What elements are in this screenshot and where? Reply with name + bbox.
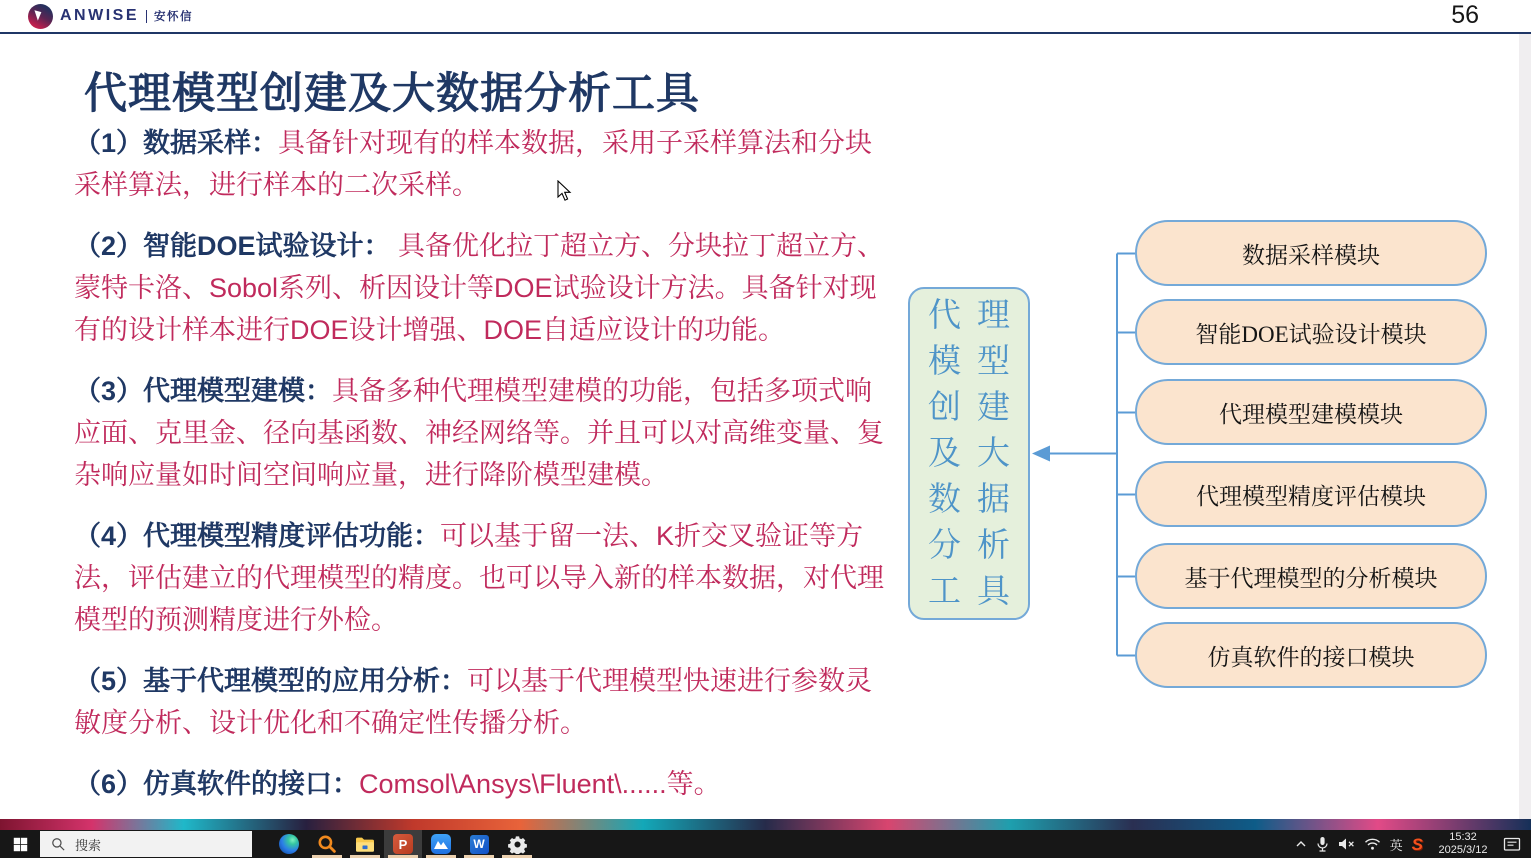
feature-paragraph-6: [74, 763, 892, 805]
start-button[interactable]: [0, 830, 40, 858]
folder-icon: [355, 836, 375, 853]
window-header: [0, 0, 1531, 32]
anwise-logo-icon: [28, 4, 53, 29]
feature-list: [74, 122, 892, 824]
tray-chevron-up-icon[interactable]: [1295, 839, 1307, 849]
root-row-7: 工具: [928, 573, 1026, 610]
slide-canvas: [0, 34, 1531, 819]
feature-paragraph-5: [74, 660, 892, 744]
search-icon: [51, 837, 66, 852]
module-label-4: 代理模型精度评估模块: [1196, 483, 1426, 509]
word-icon: W: [470, 835, 489, 854]
taskbar-item-settings[interactable]: [498, 830, 536, 858]
taskbar-item-word[interactable]: [460, 830, 498, 858]
powerpoint-icon: P: [393, 834, 413, 854]
feature-paragraph-3: [74, 370, 892, 496]
root-row-1: 代理: [928, 297, 1026, 334]
microphone-icon[interactable]: [1316, 836, 1329, 852]
feature-paragraph-2: [74, 225, 892, 351]
logo-divider: [146, 10, 147, 23]
mouse-cursor-icon: [556, 180, 573, 203]
diagram-module-pill-3: [1135, 379, 1487, 445]
windows-logo-icon: [13, 837, 28, 852]
taskbar-item-file-explorer[interactable]: [346, 830, 384, 858]
tray-date: 2025/3/12: [1438, 844, 1488, 856]
feature-lead-2: （2）智能DOE试验设计：: [74, 231, 391, 261]
feature-lead-5: （5）基于代理模型的应用分析：: [74, 666, 468, 696]
module-label-3: 代理模型建模模块: [1219, 401, 1403, 427]
action-center-icon[interactable]: [1503, 837, 1521, 852]
root-row-4: 及大: [928, 435, 1026, 472]
taskbar-item-mountain-app[interactable]: [422, 830, 460, 858]
root-row-5: 数据: [928, 481, 1026, 518]
diagram-module-pill-2: [1135, 299, 1487, 365]
taskbar: [0, 830, 1531, 858]
gear-icon: [508, 835, 527, 854]
edge-icon: [279, 834, 299, 854]
orange-magnifier-icon: [317, 834, 337, 854]
tray-time: 15:32: [1449, 831, 1477, 843]
brand-name-cn: 安怀信: [154, 11, 193, 23]
taskbar-clock[interactable]: [1432, 831, 1494, 857]
feature-body-6: Comsol\Ansys\Fluent\......等。: [359, 769, 721, 799]
feature-body-3: 具备多种代理模型建模的功能，包括多项式响应面、克里金、径向基函数、神经网络等。并且可以对高维变量、复杂响应量如时间空间响应量，进行降阶模型建模。: [74, 376, 884, 490]
brand-name: ANWISE: [60, 7, 139, 24]
taskbar-item-search-app[interactable]: [308, 830, 346, 858]
module-label-1: 数据采样模块: [1242, 242, 1380, 268]
search-placeholder: 搜索: [75, 837, 102, 853]
wifi-icon[interactable]: [1364, 837, 1381, 851]
slide-page-number: 56: [1451, 1, 1479, 29]
diagram-module-pill-5: [1135, 543, 1487, 609]
feature-body-4: 可以基于留一法、K折交叉验证等方法，评估建立的代理模型的精度。也可以导入新的样本数据，对代理模型的预测精度进行外检。: [74, 521, 884, 635]
feature-body-5: 可以基于代理模型快速进行参数灵敏度分析、设计优化和不确定性传播分析。: [74, 666, 873, 738]
diagram-module-pill-4: [1135, 461, 1487, 527]
anwise-logo: [28, 3, 193, 29]
module-label-2: 智能DOE试验设计模块: [1195, 321, 1427, 347]
root-row-2: 模型: [928, 343, 1026, 380]
diagram-root-node: [908, 287, 1030, 620]
input-language-indicator[interactable]: 英: [1389, 837, 1403, 853]
taskbar-app-icons: [270, 830, 536, 858]
feature-paragraph-4: [74, 515, 892, 641]
feature-body-2: 具备优化拉丁超立方、分块拉丁超立方、蒙特卡洛、Sobol系列、析因设计等DOE试验设计方法。具备针对现有的设计样本进行DOE设计增强、DOE自适应设计的功能。: [74, 231, 885, 345]
diagram-module-pill-1: [1135, 220, 1487, 286]
module-label-5: 基于代理模型的分析模块: [1184, 565, 1438, 591]
blue-mountain-app-icon: [431, 834, 451, 854]
header-rule: [0, 32, 1531, 34]
feature-lead-6: （6）仿真软件的接口：: [74, 769, 360, 799]
taskbar-item-edge[interactable]: [270, 830, 308, 858]
root-row-6: 分析: [928, 527, 1026, 564]
desktop-wallpaper-strip: [0, 819, 1531, 830]
arrowhead-left-icon: [1032, 446, 1050, 462]
root-row-3: 创建: [928, 389, 1026, 426]
module-label-6: 仿真软件的接口模块: [1207, 644, 1415, 670]
feature-lead-1: （1）数据采样：: [74, 128, 279, 158]
slide-title: 代理模型创建及大数据分析工具: [84, 70, 700, 118]
speaker-muted-icon[interactable]: [1338, 837, 1355, 851]
feature-paragraph-1: [74, 122, 892, 206]
system-tray: [1295, 831, 1531, 857]
feature-lead-3: （3）代理模型建模：: [74, 376, 333, 406]
scrollbar-track[interactable]: [1519, 34, 1531, 819]
search-input[interactable]: [40, 831, 252, 857]
taskbar-item-powerpoint[interactable]: [384, 830, 422, 858]
feature-body-1: 具备针对现有的样本数据，采用子采样算法和分块采样算法，进行样本的二次采样。: [74, 128, 873, 200]
feature-lead-4: （4）代理模型精度评估功能：: [74, 521, 441, 551]
sogou-input-icon[interactable]: S: [1411, 834, 1423, 854]
diagram-module-pill-6: [1135, 622, 1487, 688]
